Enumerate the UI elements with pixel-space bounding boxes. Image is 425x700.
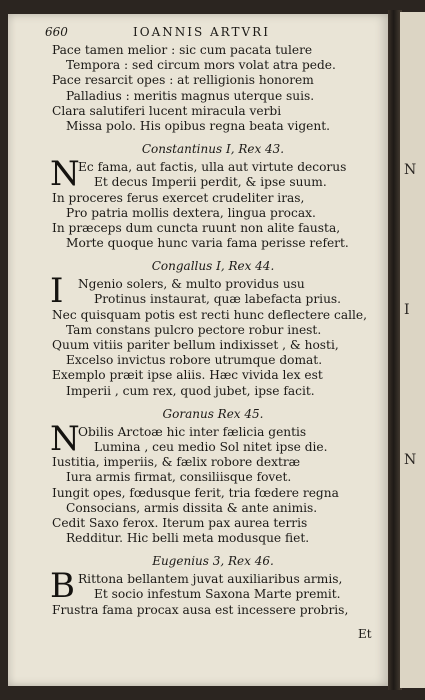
verse-line: Iungit opes, fœdusque ferit, tria fœdere regna [52,485,339,500]
verse-line: Frustra fama procax ausa est incessere probris, [52,602,349,617]
verse-line: Excelso invictus robore utrumque domat. [66,353,323,368]
drop-cap: I [50,271,64,312]
drop-cap: N [50,418,80,459]
verse-line: Nec quisquam potis est recti hunc deflectere calle, [52,307,367,322]
right-page-edge [400,12,425,688]
poem-title: Goranus Rex 45. [162,406,264,421]
right-page-fragment: N [404,452,417,468]
verse-line: Consocians, armis dissita & ante animis. [66,500,318,515]
verse-line: Morte quoque hunc varia fama perisse refert. [66,236,349,251]
verse-line-text: Rittona bellantem juvat auxiliaribus armis, [78,572,343,587]
page-number: 660 [45,25,68,39]
verse-line: Et socio infestum Saxona Marte premit. [94,587,341,602]
verse-line: In proceres ferus exercet crudeliter iras, [52,190,305,205]
verse-line: Pace tamen melior : sic cum pacata tulere [52,43,313,57]
poem [52,136,374,251]
running-title: IOANNIS ARTVRI [133,25,270,39]
verse-line: Tam constans pulcro pectore robur inest. [66,322,322,337]
verse-line: Iura armis firmat, consiliisque fovet. [66,470,292,485]
poem [52,548,374,618]
verse-line-text: Ngenio solers, & multo providus usu [78,277,305,292]
verse-line-text: Obilis Arctoæ hic inter fælicia gentis [78,424,307,439]
verse-line: Tempora : sed circum mors volat atra pede. [66,58,336,73]
catchword: Et [358,627,372,641]
right-page-fragment: N [404,162,417,178]
verse-line: Lumina , ceu medio Sol nitet ipse die. [94,439,328,454]
verse-line: Pace resarcit opes : at relligionis honorem [52,73,314,88]
opening-stanza [52,43,374,134]
verse-line: Clara salutiferi lucent miracula verbi [52,103,282,118]
verse-line: Exemplo præit ipse aliis. Hæc vivida lex est [52,368,323,383]
verse-line: Missa polo. His opibus regna beata vigent. [66,118,330,133]
poem-title: Congallus I, Rex 44. [151,259,275,274]
poem [52,401,374,547]
verse-line: Cedit Saxo ferox. Iterum pax aurea terris [52,515,308,530]
page-header [45,25,375,41]
drop-cap: N [50,154,80,195]
verse-line: Imperii , cum rex, quod jubet, ipse facit. [66,383,315,398]
page-text [52,43,374,620]
verse-line: Et decus Imperii perdit, & ipse suum. [94,175,327,190]
verse-line-text: Ec fama, aut factis, ulla aut virtute decorus [78,160,347,175]
poem-title: Constantinus I, Rex 43. [141,142,285,157]
verse-line: In præceps dum cuncta ruunt non alite fausta, [52,220,341,235]
poem [52,253,374,399]
verse-line: Iustitia, imperiis, & fælix robore dextræ [52,455,301,470]
drop-cap: B [50,566,75,607]
verse-line: Protinus instaurat, quæ labefacta prius. [94,292,342,307]
poems [52,136,374,618]
poem-title: Eugenius 3, Rex 46. [152,554,274,569]
verse-line: Palladius : meritis magnus uterque suis. [66,88,315,103]
verse-line: Redditur. Hic belli meta modusque fiet. [66,531,310,546]
verse-line: Quum vitiis pariter bellum indixisset , & hosti, [52,338,339,352]
verse-line: Pro patria mollis dextera, lingua procax. [66,205,316,220]
right-page-fragment: I [404,302,410,318]
